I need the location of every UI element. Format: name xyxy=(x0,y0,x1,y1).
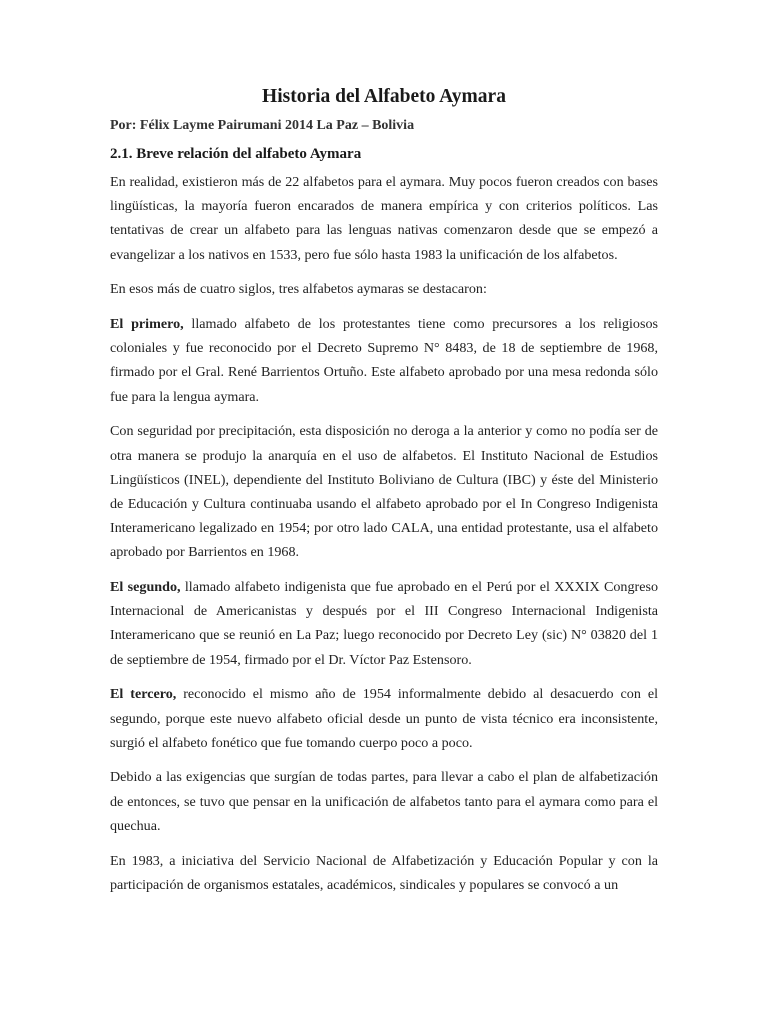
author-line: Por: Félix Layme Pairumani 2014 La Paz – Bolivia xyxy=(110,118,415,133)
paragraph-text: Con seguridad por precipitación, esta disposición no deroga a la anterior y como no podía ser de otra manera se produjo la anarquía en el uso de alfabetos. El Instituto Nacional de Estudios Lingüísticos (INEL), dependiente del Instituto Boliviano de Cultura (IBC) y éste del Ministerio de Educación y Cultura continuaba usando el alfabeto aprobado por el In Congreso Indigenista Interamericano legalizado en 1954; por otro lado CALA, una entidad protestante, usa el alfabeto aprobado por Barrientos en 1968. xyxy=(110,423,658,561)
paragraph-three-alphabets xyxy=(110,277,658,301)
paragraph-text: Debido a las exigencias que surgían de todas partes, para llevar a cabo el plan de alfabetización de entonces, se tuvo que pensar en la unificación de alfabetos tanto para el aymara como para el quechua. xyxy=(110,769,658,834)
paragraph-text: llamado alfabeto de los protestantes tiene como precursores a los religiosos coloniales y fue reconocido por el Decreto Supremo N° 8483, de 18 de septiembre de 1968, firmado por el Gral. René Barrientos Ortuño. Este alfabeto aprobado por una mesa redonda sólo fue para la lengua aymara. xyxy=(110,316,658,405)
paragraph-1983-unification xyxy=(110,849,658,897)
paragraph-second-alphabet xyxy=(110,575,658,672)
paragraph-first-alphabet xyxy=(110,312,658,409)
paragraph-anarchy xyxy=(110,419,658,564)
paragraph-text: reconocido el mismo año de 1954 informalmente debido al desacuerdo con el segundo, porque este nuevo alfabeto oficial desde un punto de vista técnico era inconsistente, surgió el alfabeto fonético que fue tomando cuerpo poco a poco. xyxy=(110,686,658,751)
paragraph-text: En 1983, a iniciativa del Servicio Nacional de Alfabetización y Educación Popular y con la participación de organismos estatales, académicos, sindicales y populares se convocó a un xyxy=(110,852,658,893)
paragraph-third-alphabet xyxy=(110,682,658,755)
document-title: Historia del Alfabeto Aymara xyxy=(262,86,506,107)
paragraph-lead: El tercero, xyxy=(110,686,177,703)
paragraph-literacy-plan xyxy=(110,765,658,838)
paragraph-text: En esos más de cuatro siglos, tres alfabetos aymaras se destacaron: xyxy=(110,281,487,298)
paragraph-text: En realidad, existieron más de 22 alfabetos para el aymara. Muy pocos fueron creados con bases lingüísticas, la mayoría fueron encarados de manera empírica y con criterios políticos. Las tentativas de crear un alfabeto para las lenguas nativas comenzaron desde que se empezó a evangelizar a los nativos en 1533, pero fue sólo hasta 1983 la unificación de los alfabetos. xyxy=(110,174,658,263)
document-body xyxy=(110,84,658,907)
paragraph-text: llamado alfabeto indigenista que fue aprobado en el Perú por el XXXIX Congreso Internacional de Americanistas y después por el III Congreso Internacional Indigenista Interamericano que se reunió en La Paz; luego reconocido por Decreto Ley (sic) N° 03820 del 1 de septiembre de 1954, firmado por el Dr. Víctor Paz Estensoro. xyxy=(110,579,658,668)
paragraph-lead: El segundo, xyxy=(110,579,181,596)
paragraph-lead: El primero, xyxy=(110,316,184,333)
paragraph-intro xyxy=(110,170,658,267)
section-heading: 2.1. Breve relación del alfabeto Aymara xyxy=(110,146,362,162)
